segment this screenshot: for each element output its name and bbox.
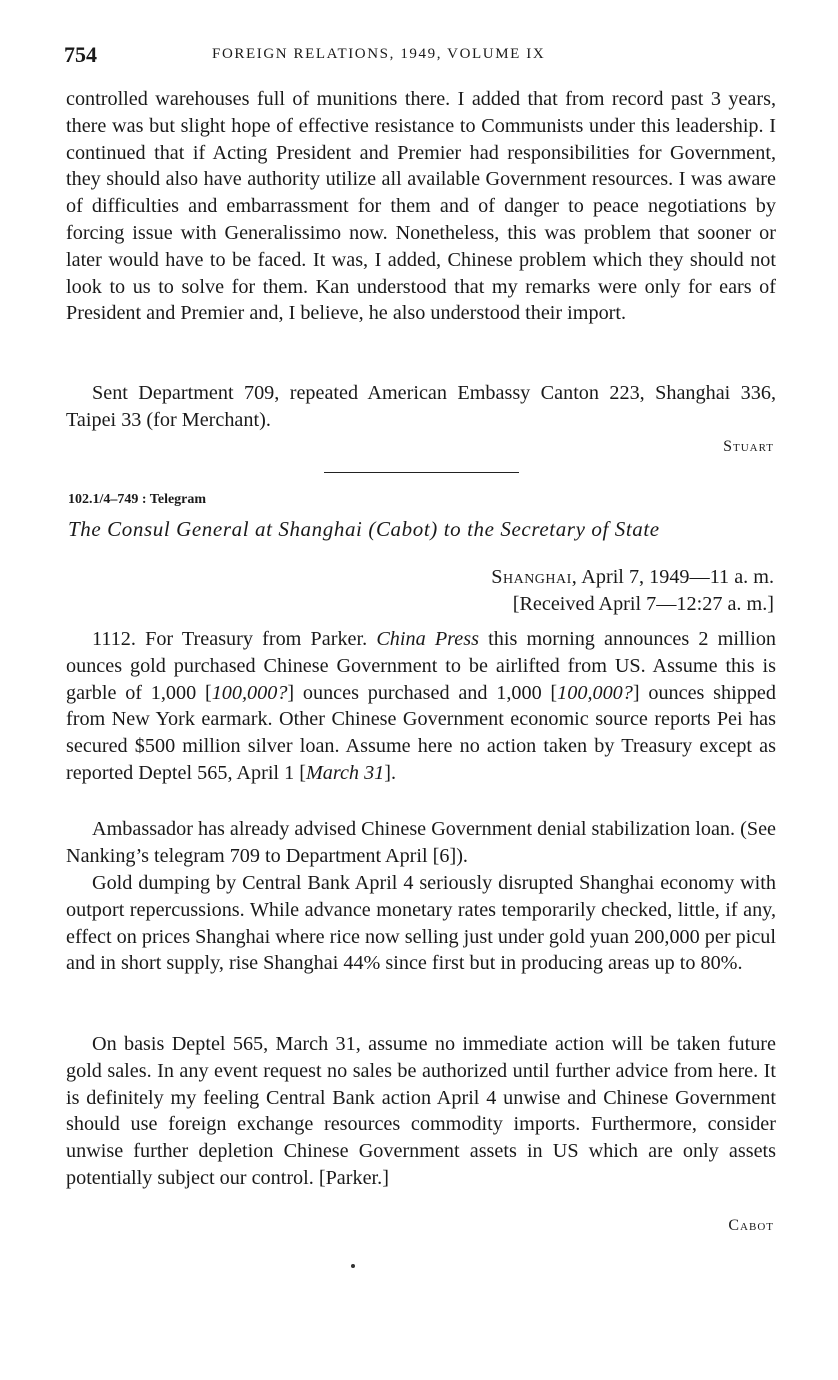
paragraph-3: Gold dumping by Central Bank April 4 seriously disrupted Shanghai economy with outport repercussions. While advance monetary rates temporarily checked, little, if any, effect on prices Shanghai where rice now selling just under gold yuan 200,000 per picul and in short supply, rise Shanghai 44% since first but in producing areas up to 80%. xyxy=(66,872,776,975)
dateline-place: Shanghai, xyxy=(491,566,578,588)
received-line: [Received April 7—12:27 a. m.] xyxy=(512,593,774,615)
p1-part-b: this morning announces 2 million ounces gold purchased Chinese Government to be airlifted from US. Assume this is garble of 1,000 [ xyxy=(66,628,777,704)
signature-cabot: Cabot xyxy=(728,1217,774,1234)
continuation-paragraph: controlled warehouses full of munitions there. I added that from record past 3 years, there was but slight hope of effective resistance to Communists under this leadership. I continued that if Acting President and Premier had responsibilities for Government, they should also have authority utilize all available Government resources. I was aware of difficulties and embarrassment for them and of danger to peace negotiations by forcing issue with Generalissimo now. Nonetheless, this was problem that sooner or later would have to be faced. It was, I added, Chinese problem which they should not look to us to solve for them. Kan understood that my remarks were only for ears of President and Premier and, I believe, he also understood their import. xyxy=(66,88,776,325)
sent-note: Sent Department 709, repeated American Embassy Canton 223, Shanghai 336, Taipei 33 (for Merchant). xyxy=(66,382,776,431)
p1-part-a: 1112. For Treasury from Parker. xyxy=(92,628,377,650)
page-header xyxy=(64,42,774,72)
signature-stuart: Stuart xyxy=(723,438,774,455)
paragraph-2: Ambassador has already advised Chinese Government denial stabilization loan. (See Nanking’s telegram 709 to Department April [6]). xyxy=(66,818,776,867)
ink-speck xyxy=(351,1264,355,1268)
p1-part-c: ] ounces purchased and 1,000 [ xyxy=(287,681,558,704)
editorial-amount-2: 100,000? xyxy=(557,681,633,704)
paragraph-1 xyxy=(66,626,776,787)
dateline xyxy=(274,566,774,589)
newspaper-name: China Press xyxy=(376,628,479,650)
page-number: 754 xyxy=(64,42,97,67)
document-title: The Consul General at Shanghai (Cabot) to the Secretary of State xyxy=(68,517,660,541)
paragraph-4: On basis Deptel 565, March 31, assume no immediate action will be taken future gold sales. In any event request no sales be authorized until further advice from here. It is definitely my feeling Central Bank action April 4 unwise and Chinese Government should use foreign exchange resources commodity imports. Furthermore, consider unwise further depletion Chinese Government assets in US which are only assets potentially subject our control. [Parker.] xyxy=(66,1033,776,1189)
editorial-amount-1: 100,000? xyxy=(211,681,288,704)
file-reference: 102.1/4–749 : Telegram xyxy=(68,492,207,507)
section-divider xyxy=(324,472,519,473)
running-title: FOREIGN RELATIONS, 1949, VOLUME IX xyxy=(212,46,546,62)
p1-part-e: ]. xyxy=(384,761,397,784)
dateline-date: April 7, 1949—11 a. m. xyxy=(581,566,774,588)
p1-part-d: ] ounces shipped from New York earmark. Other Chinese Government economic source reports Pei has secured $500 million silver loan. Assume here no action taken by Treasury except as reported Deptel 565, April 1 [ xyxy=(66,681,776,784)
editorial-correction: March 31 xyxy=(305,761,385,784)
